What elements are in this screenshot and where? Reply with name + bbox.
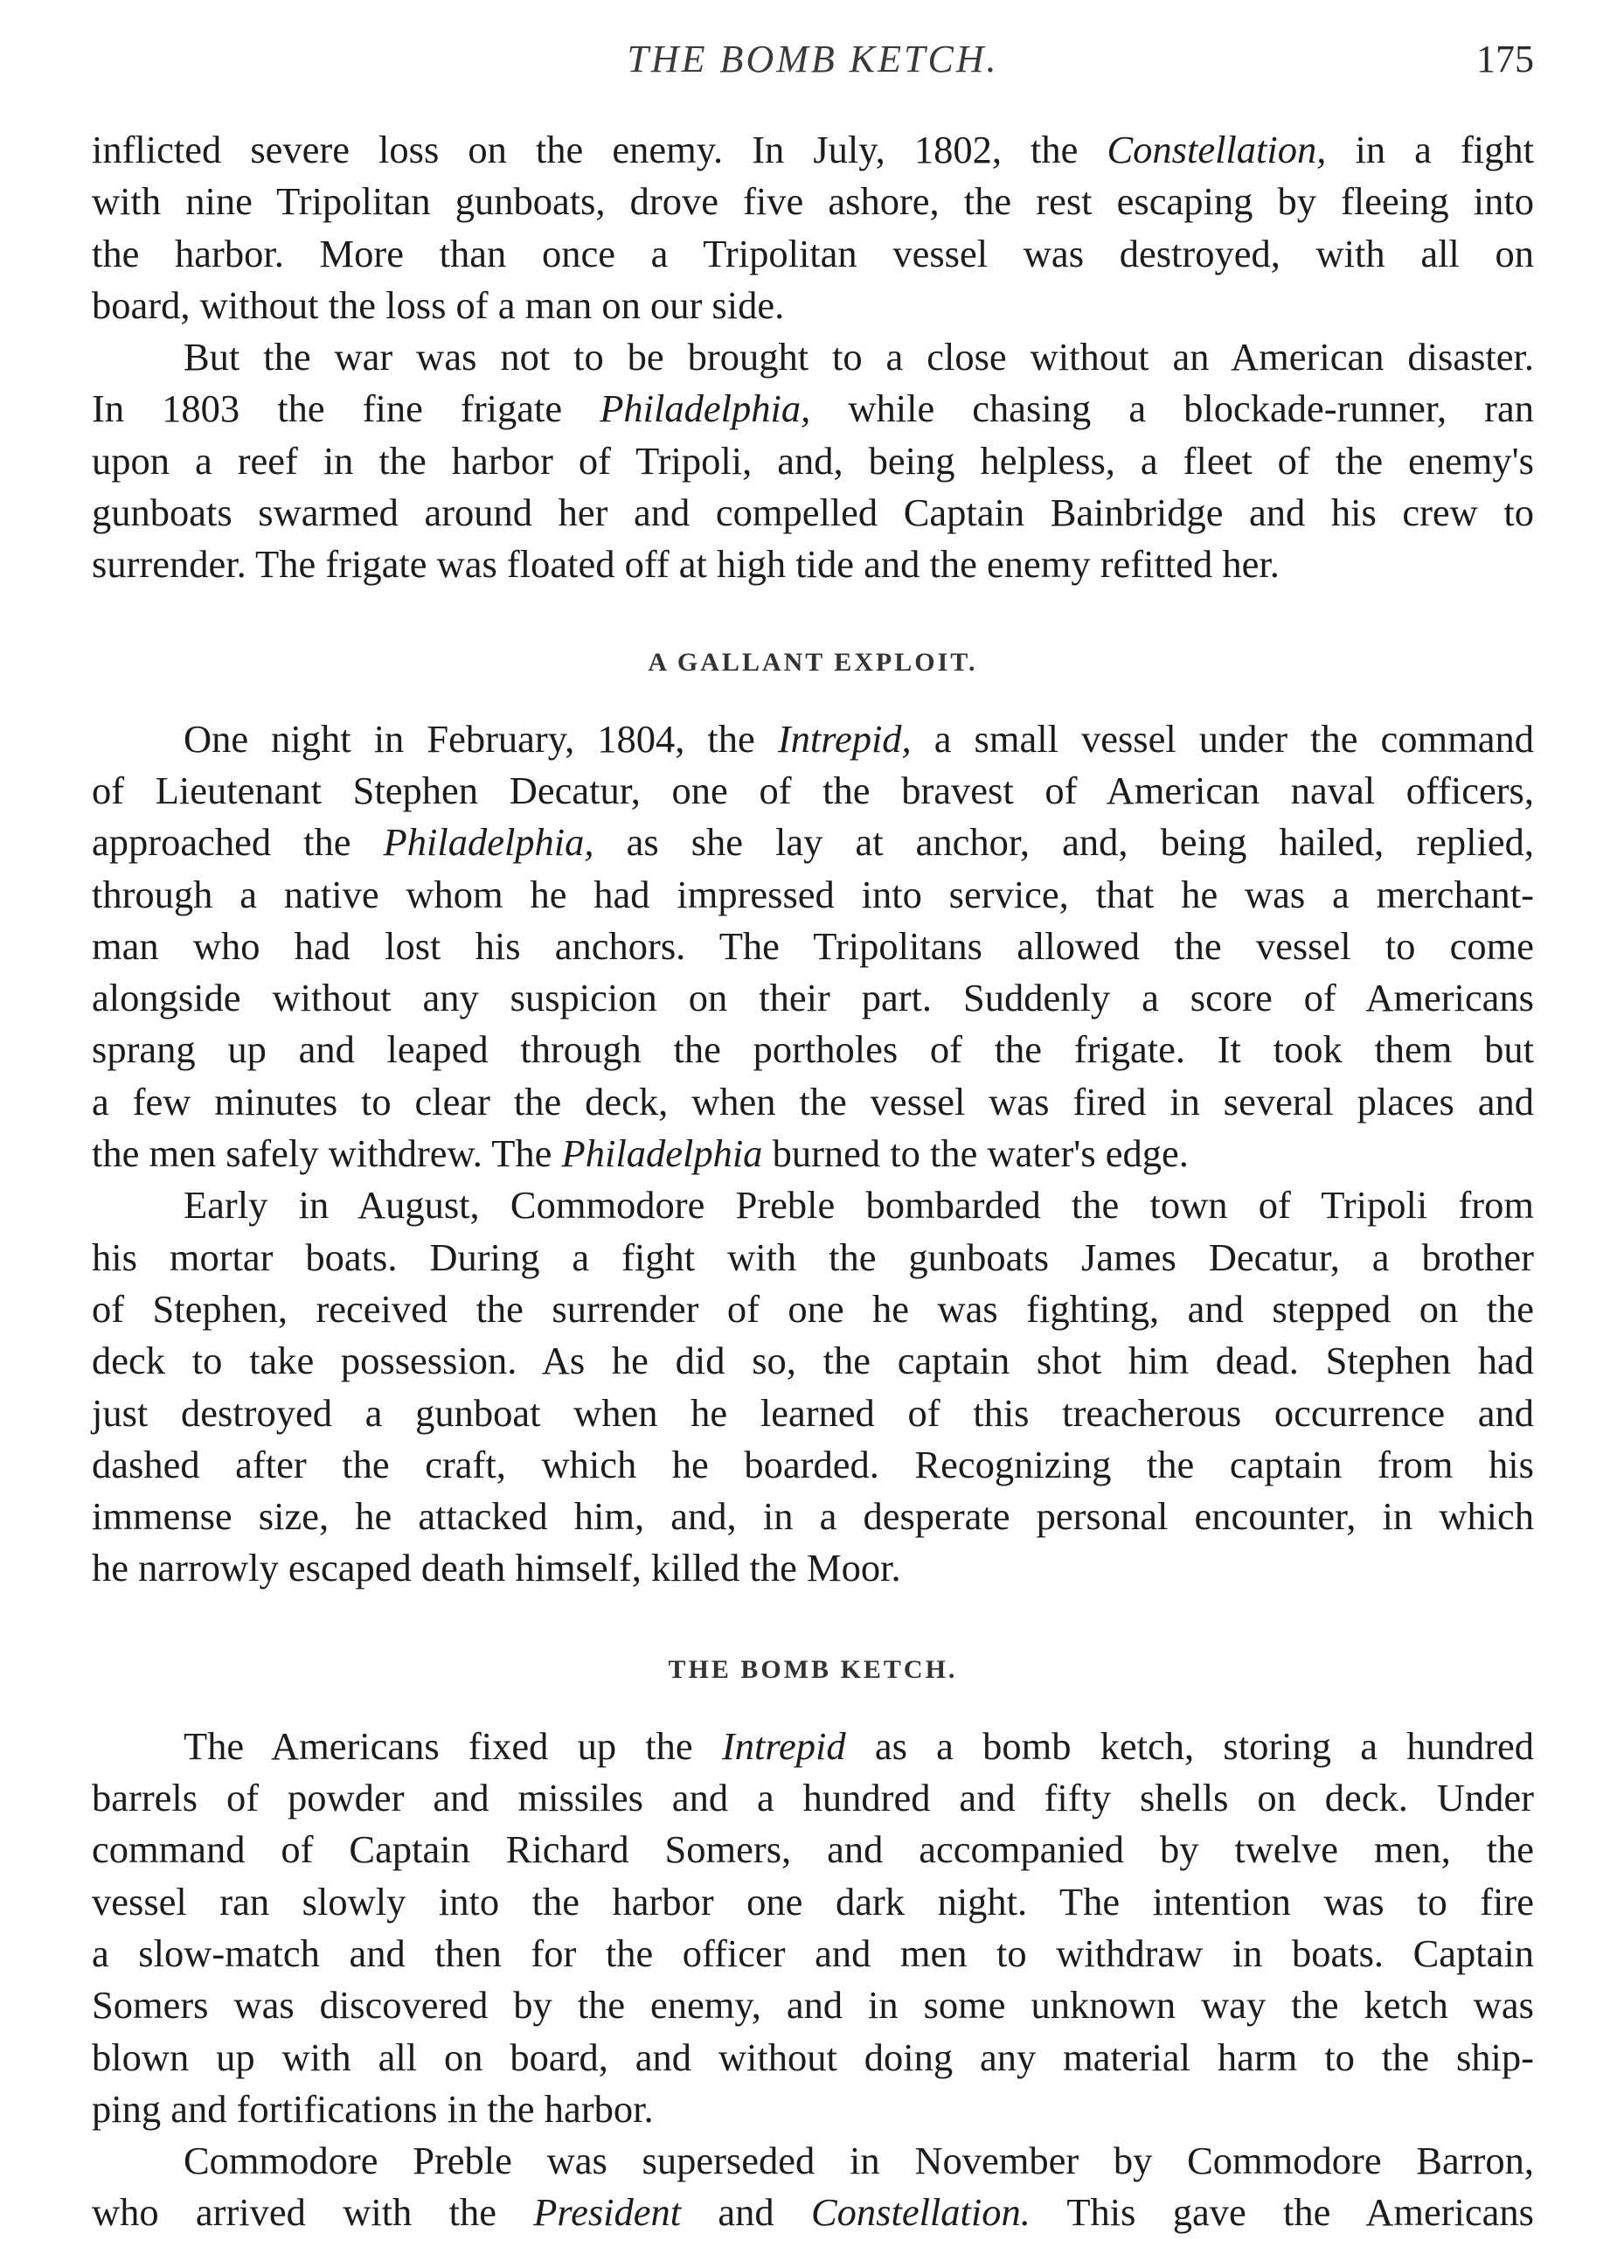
paragraph-barron-arrival xyxy=(92,2135,1534,2239)
text-line: barrels of powder and missiles and a hundred and fifty shells on deck. Under xyxy=(92,1776,1534,1820)
ship-name: Intrepid xyxy=(721,1723,846,1768)
ship-name: Philadelphia, xyxy=(600,386,811,431)
text-line: he narrowly escaped death himself, killed the Moor. xyxy=(92,1546,901,1590)
ship-name: Constellation. xyxy=(810,2190,1031,2235)
text-line: a slow-match and then for the officer and men to withdraw in boats. Captain xyxy=(92,1931,1534,1975)
text-line: Commodore Preble was superseded in November by Commodore Barron, xyxy=(184,2139,1534,2183)
text-line: upon a reef in the harbor of Tripoli, and, being helpless, a fleet of the enemy's xyxy=(92,438,1534,483)
section-heading-gallant-exploit: A GALLANT EXPLOIT. xyxy=(648,647,978,677)
text-line: the harbor. More than once a Tripolitan vessel was destroyed, with all on xyxy=(92,231,1534,275)
text-line: In 1803 the fine frigate Philadelphia, while chasing a blockade-runner, ran xyxy=(92,386,1534,431)
text-line: just destroyed a gunboat when he learned of this treacherous occurrence and xyxy=(92,1390,1534,1435)
body-text xyxy=(92,124,1534,2239)
text-line: of Lieutenant Stephen Decatur, one of the bravest of American naval officers, xyxy=(92,768,1534,812)
text-line: immense size, he attacked him, and, in a desperate personal encounter, in which xyxy=(92,1494,1534,1539)
paragraph-american-disaster xyxy=(92,331,1534,590)
text-line: Somers was discovered by the enemy, and in some unknown way the ketch was xyxy=(92,1983,1534,2028)
ship-name: Intrepid, xyxy=(777,716,912,761)
text-line: ping and fortifications in the harbor. xyxy=(92,2086,654,2131)
text-line: his mortar boats. During a fight with the gunboats James Decatur, a brother xyxy=(92,1235,1534,1279)
ship-name: Philadelphia, xyxy=(383,820,594,865)
running-title: THE BOMB KETCH. xyxy=(627,38,999,80)
text-line: who arrived with the President and Constellation. This gave the Americans xyxy=(92,2190,1534,2235)
paragraph-preble-bombardment xyxy=(92,1179,1534,1594)
text-line: alongside without any suspicion on their part. Suddenly a score of Americans xyxy=(92,976,1534,1020)
text-line: board, without the loss of a man on our side. xyxy=(92,282,785,327)
text-line: gunboats swarmed around her and compelled Captain Bainbridge and his crew to xyxy=(92,490,1534,535)
text-line: with nine Tripolitan gunboats, drove five ashore, the rest escaping by fleeing into xyxy=(92,179,1534,224)
text-line: Early in August, Commodore Preble bombarded the town of Tripoli from xyxy=(184,1183,1534,1228)
book-page xyxy=(92,0,1534,2239)
running-header xyxy=(92,0,1534,87)
text-line: blown up with all on board, and without doing any material harm to the ship- xyxy=(92,2035,1534,2079)
text-line: the men safely withdrew. The Philadelphia burned to the water's edge. xyxy=(92,1131,1189,1176)
page-number: 175 xyxy=(1476,38,1534,80)
text-line: But the war was not to be brought to a close without an American disaster. xyxy=(184,335,1534,379)
text-line: One night in February, 1804, the Intrepid, a small vessel under the command xyxy=(184,716,1535,761)
text-line: approached the Philadelphia, as she lay at anchor, and, being hailed, replied, xyxy=(92,820,1534,865)
text-line: a few minutes to clear the deck, when the vessel was fired in several places and xyxy=(92,1079,1534,1124)
ship-name: President xyxy=(533,2190,682,2235)
ship-name: Philadelphia xyxy=(561,1131,763,1176)
text-line: man who had lost his anchors. The Tripolitans allowed the vessel to come xyxy=(92,923,1534,968)
text-line: surrender. The frigate was floated off at high tide and the enemy refitted her. xyxy=(92,542,1280,587)
text-line: inflicted severe loss on the enemy. In July, 1802, the Constellation, in a fight xyxy=(92,128,1534,171)
text-line: deck to take possession. As he did so, the captain shot him dead. Stephen had xyxy=(92,1339,1534,1383)
ship-name: Constellation, xyxy=(1107,128,1327,171)
text-line: dashed after the craft, which he boarded. Recognizing the captain from his xyxy=(92,1442,1534,1486)
text-line: sprang up and leaped through the portholes of the frigate. It took them but xyxy=(92,1027,1534,1072)
text-line: The Americans fixed up the Intrepid as a bomb ketch, storing a hundred xyxy=(184,1723,1535,1768)
paragraph-intrepid-raid xyxy=(92,713,1534,1180)
text-line: of Stephen, received the surrender of one he was fighting, and stepped on the xyxy=(92,1286,1534,1331)
section-heading-bomb-ketch: THE BOMB KETCH. xyxy=(668,1654,958,1684)
text-line: through a native whom he had impressed into service, that he was a merchant- xyxy=(92,872,1534,916)
text-line: command of Captain Richard Somers, and accompanied by twelve men, the xyxy=(92,1827,1534,1872)
text-line: vessel ran slowly into the harbor one dark night. The intention was to fire xyxy=(92,1879,1534,1924)
paragraph-bomb-ketch xyxy=(92,1721,1534,2135)
paragraph-constellation-fight xyxy=(92,124,1534,331)
